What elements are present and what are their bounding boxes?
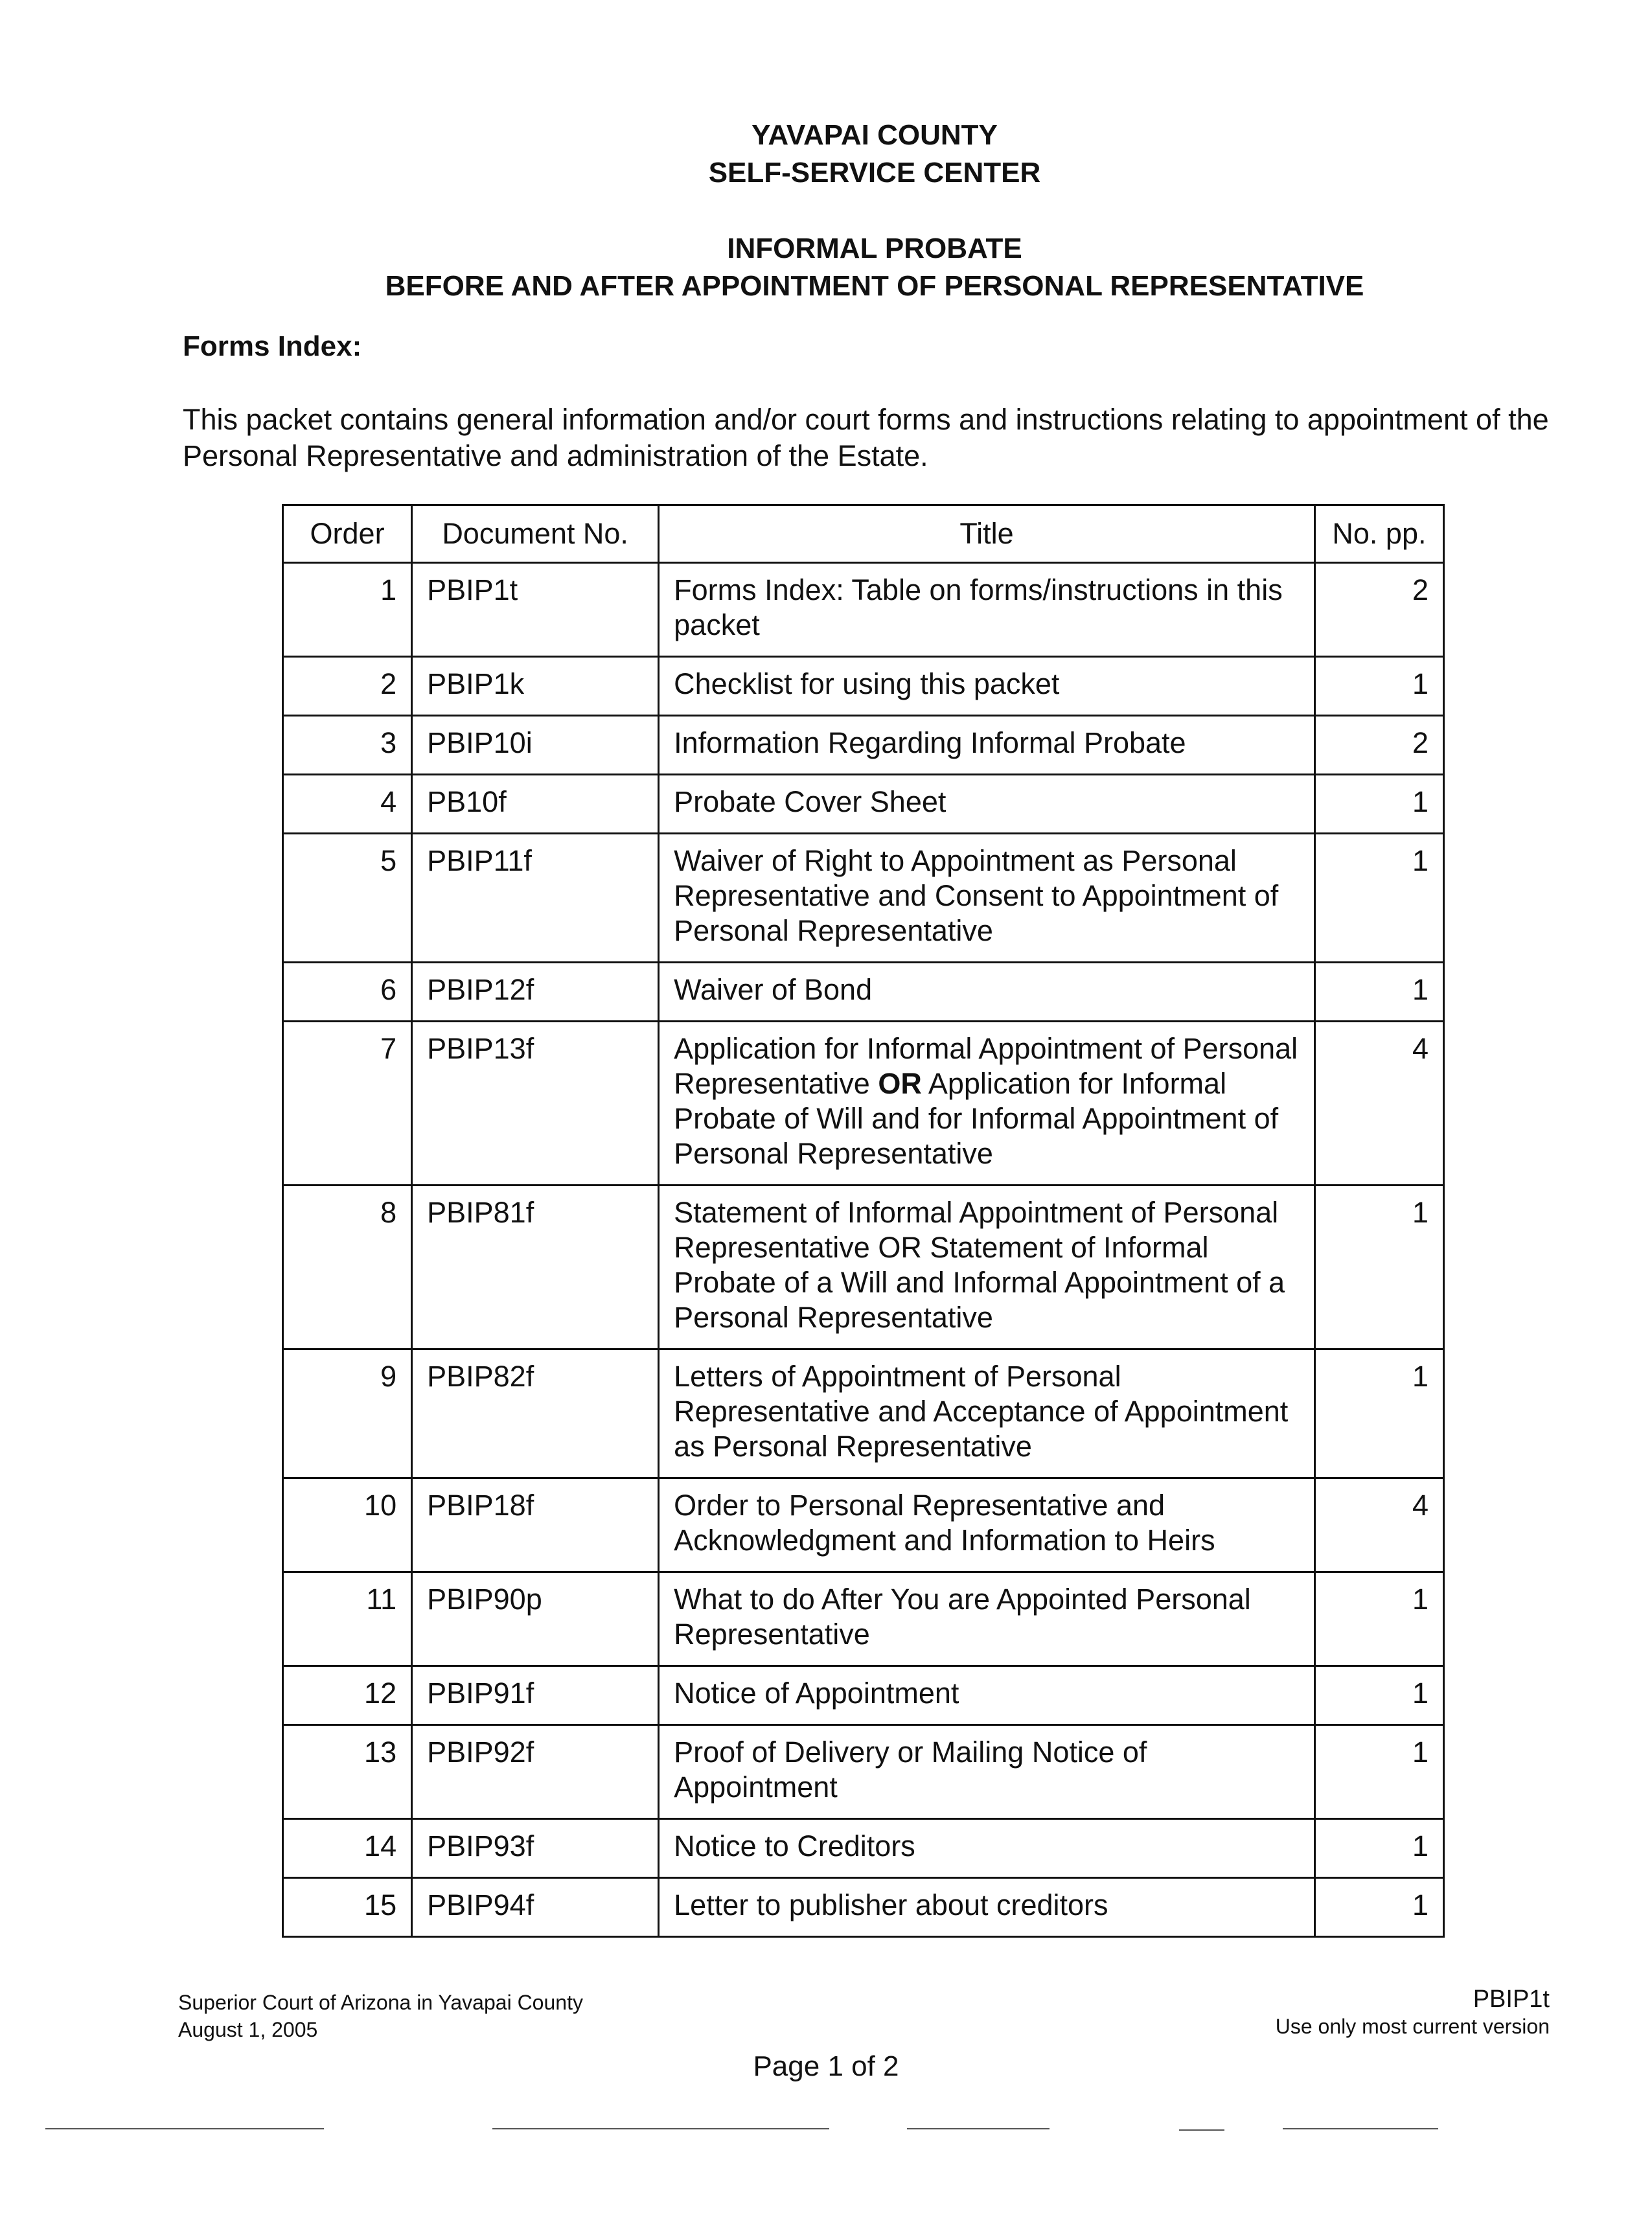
row-order: 14 [283, 1819, 412, 1878]
footer-court-name: Superior Court of Arizona in Yavapai County [178, 1991, 583, 2014]
table-row [283, 657, 1444, 716]
table-row [283, 716, 1444, 775]
row-pages: 1 [1314, 1349, 1443, 1478]
table-row [283, 1186, 1444, 1349]
row-order: 13 [283, 1725, 412, 1819]
footer-date: August 1, 2005 [178, 2018, 318, 2041]
footer-court-info [178, 1989, 583, 2043]
row-document-no: PBIP91f [412, 1666, 659, 1725]
scan-artifact-line [492, 2128, 829, 2129]
row-document-no: PBIP18f [412, 1478, 659, 1572]
row-pages: 1 [1314, 1572, 1443, 1666]
table-row [283, 963, 1444, 1022]
row-order: 8 [283, 1186, 412, 1349]
row-title: Statement of Informal Appointment of Personal Representative OR Statement of Informal Probate of a Will and Informal Appointment of a Personal Representative [659, 1186, 1315, 1349]
row-title-part: Application for Informal Probate of Will and for Informal Appointment of Personal Representative [674, 1067, 1279, 1170]
table-row [283, 1022, 1444, 1186]
row-order: 5 [283, 834, 412, 963]
row-order: 15 [283, 1878, 412, 1937]
row-title: Waiver of Bond [659, 963, 1315, 1022]
row-title: Letters of Appointment of Personal Representative and Acceptance of Appointment as Personal Representative [659, 1349, 1315, 1478]
row-document-no: PBIP10i [412, 716, 659, 775]
row-pages: 1 [1314, 775, 1443, 834]
center-name: SELF-SERVICE CENTER [708, 157, 1041, 189]
row-order: 7 [283, 1022, 412, 1186]
row-order: 1 [283, 563, 412, 657]
document-header-organization [175, 117, 1574, 192]
row-document-no: PBIP1t [412, 563, 659, 657]
header-document-no: Document No. [412, 505, 659, 563]
row-title: Notice of Appointment [659, 1666, 1315, 1725]
table-row [283, 1478, 1444, 1572]
table-row [283, 1819, 1444, 1878]
row-title: Information Regarding Informal Probate [659, 716, 1315, 775]
county-name: YAVAPAI COUNTY [751, 119, 998, 151]
row-order: 2 [283, 657, 412, 716]
row-title-emphasis: OR [878, 1067, 922, 1100]
intro-paragraph: This packet contains general information and/or court forms and instructions relating to appointment of the Personal Representative and administration of the Estate. [183, 403, 1549, 472]
row-title: Order to Personal Representative and Acknowledgment and Information to Heirs [659, 1478, 1315, 1572]
row-title: Forms Index: Table on forms/instructions in this packet [659, 563, 1315, 657]
row-pages: 1 [1314, 657, 1443, 716]
row-order: 6 [283, 963, 412, 1022]
row-document-no: PBIP81f [412, 1186, 659, 1349]
footer-form-code: PBIP1t [1473, 1986, 1550, 2013]
row-order: 3 [283, 716, 412, 775]
row-document-no: PB10f [412, 775, 659, 834]
page-number: Page 1 of 2 [753, 2050, 899, 2082]
row-title [659, 1022, 1315, 1186]
row-document-no: PBIP92f [412, 1725, 659, 1819]
header-title: Title [659, 505, 1315, 563]
row-document-no: PBIP94f [412, 1878, 659, 1937]
row-title: Probate Cover Sheet [659, 775, 1315, 834]
row-document-no: PBIP12f [412, 963, 659, 1022]
row-document-no: PBIP93f [412, 1819, 659, 1878]
table-header-row [283, 505, 1444, 563]
row-pages: 1 [1314, 834, 1443, 963]
row-pages: 1 [1314, 963, 1443, 1022]
scan-artifact-line [1283, 2128, 1438, 2129]
row-title: What to do After You are Appointed Personal Representative [659, 1572, 1315, 1666]
document-header-title [175, 230, 1574, 305]
row-title: Notice to Creditors [659, 1819, 1315, 1878]
row-pages: 2 [1314, 563, 1443, 657]
forms-index-heading: Forms Index: [183, 330, 362, 362]
row-order: 4 [283, 775, 412, 834]
row-document-no: PBIP13f [412, 1022, 659, 1186]
forms-table [282, 504, 1445, 1938]
table-row [283, 834, 1444, 963]
row-title: Waiver of Right to Appointment as Personal Representative and Consent to Appointment of Personal Representative [659, 834, 1315, 963]
row-pages: 1 [1314, 1878, 1443, 1937]
row-document-no: PBIP1k [412, 657, 659, 716]
table-row [283, 1878, 1444, 1937]
row-pages: 1 [1314, 1819, 1443, 1878]
scan-artifact-line [45, 2128, 324, 2129]
row-order: 11 [283, 1572, 412, 1666]
scan-artifact-line [1179, 2129, 1224, 2131]
footer-version-note: Use only most current version [1275, 2015, 1550, 2038]
table-row [283, 1349, 1444, 1478]
row-pages: 1 [1314, 1725, 1443, 1819]
document-subtitle: BEFORE AND AFTER APPOINTMENT OF PERSONAL REPRESENTATIVE [385, 270, 1364, 302]
row-order: 9 [283, 1349, 412, 1478]
scan-artifact-line [907, 2128, 1050, 2129]
row-pages: 1 [1314, 1666, 1443, 1725]
row-title: Proof of Delivery or Mailing Notice of Appointment [659, 1725, 1315, 1819]
table-row [283, 563, 1444, 657]
row-document-no: PBIP90p [412, 1572, 659, 1666]
row-pages: 4 [1314, 1022, 1443, 1186]
table-row [283, 1572, 1444, 1666]
row-document-no: PBIP11f [412, 834, 659, 963]
footer-form-info [1276, 1986, 1550, 2040]
row-title: Letter to publisher about creditors [659, 1878, 1315, 1937]
row-title-part: Application for Informal Appointment of Personal Representative [674, 1032, 1298, 1100]
row-document-no: PBIP82f [412, 1349, 659, 1478]
row-order: 12 [283, 1666, 412, 1725]
row-pages: 2 [1314, 716, 1443, 775]
table-row [283, 775, 1444, 834]
table-row [283, 1725, 1444, 1819]
document-title: INFORMAL PROBATE [727, 233, 1022, 264]
row-title: Checklist for using this packet [659, 657, 1315, 716]
row-pages: 1 [1314, 1186, 1443, 1349]
row-pages: 4 [1314, 1478, 1443, 1572]
header-pages: No. pp. [1314, 505, 1443, 563]
row-order: 10 [283, 1478, 412, 1572]
header-order: Order [283, 505, 412, 563]
table-row [283, 1666, 1444, 1725]
